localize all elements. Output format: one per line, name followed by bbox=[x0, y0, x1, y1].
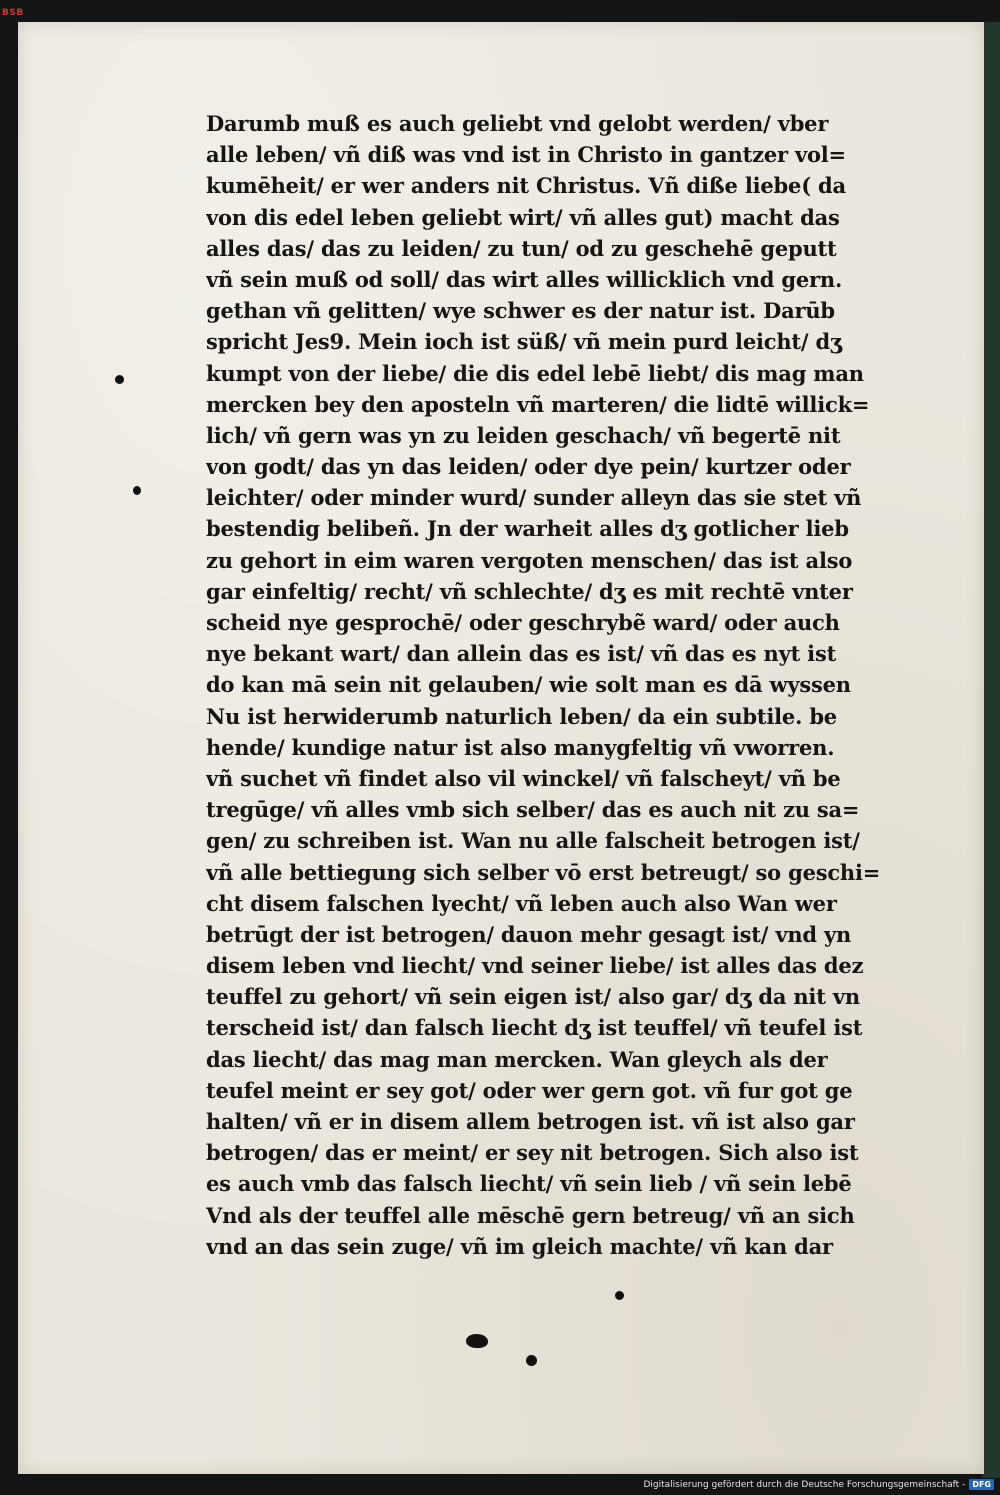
text-line: kumēheit/ er wer anders nit Christus. Vñ diße liebe( da bbox=[206, 173, 846, 199]
ink-spot bbox=[466, 1334, 488, 1348]
text-line: leichter/ oder minder wurd/ sunder alleyn das sie stet vñ bbox=[206, 485, 862, 511]
footer bbox=[643, 1479, 994, 1490]
text-line: von godt/ das yn das leiden/ oder dye pein/ kurtzer oder bbox=[206, 454, 851, 480]
dfg-logo: DFG bbox=[969, 1479, 994, 1490]
text-line: das liecht/ das mag man mercken. Wan gleych als der bbox=[206, 1046, 828, 1072]
ink-spot bbox=[615, 1291, 624, 1300]
text-line: gethan vñ gelitten/ wye schwer es der natur ist. Darūb bbox=[206, 298, 835, 324]
text-line: alles das/ das zu leiden/ zu tun/ od zu geschehē geputt bbox=[206, 235, 837, 261]
text-line: lich/ vñ gern was yn zu leiden geschach/ vñ begertē nit bbox=[206, 422, 841, 448]
text-line: es auch vmb das falsch liecht/ vñ sein lieb / vñ sein lebē bbox=[206, 1171, 852, 1197]
text-line: kumpt von der liebe/ die dis edel lebē liebt/ dis mag man bbox=[206, 360, 864, 386]
text-line: vnd an das sein zuge/ vñ im gleich machte/ vñ kan dar bbox=[206, 1233, 833, 1259]
text-line: zu gehort in eim waren vergoten menschen/ das ist also bbox=[206, 547, 853, 573]
text-line: scheid nye gesprochē/ oder geschrybẽ ward/ oder auch bbox=[206, 610, 840, 635]
text-line: mercken bey den aposteln vñ marteren/ die lidtē willick= bbox=[206, 391, 870, 417]
text-line: vñ suchet vñ findet also vil winckel/ vñ falscheyt/ vñ be bbox=[206, 765, 841, 791]
ink-spot bbox=[526, 1355, 537, 1366]
text-line: teufel meint er sey got/ oder wer gern got. vñ fur got ge bbox=[206, 1077, 853, 1103]
text-line: disem leben vnd liecht/ vnd seiner liebe/ ist alles das dez bbox=[206, 953, 864, 979]
text-line: halten/ vñ er in disem allem betrogen ist. vñ ist also gar bbox=[206, 1109, 855, 1134]
book-page bbox=[18, 22, 984, 1474]
text-line: von dis edel leben geliebt wirt/ vñ alles gut) macht das bbox=[206, 204, 840, 230]
library-mark: BSB bbox=[2, 8, 24, 18]
text-block bbox=[206, 108, 906, 1262]
footer-text: Digitalisierung gefördert durch die Deutsche Forschungsgemeinschaft - bbox=[643, 1479, 966, 1490]
text-line: Vnd als der teuffel alle mēschē gern betreug/ vñ an sich bbox=[206, 1202, 855, 1228]
text-line: hende/ kundige natur ist also manygfeltig vñ vworren. bbox=[206, 734, 835, 760]
text-line: spricht Jes9. Mein ioch ist süß/ vñ mein purd leicht/ dʒ bbox=[206, 329, 842, 355]
book-edge bbox=[982, 22, 1000, 1478]
text-line: bestendig belibeñ. Jn der warheit alles dʒ gotlicher lieb bbox=[206, 516, 849, 542]
text-line: tregūge/ vñ alles vmb sich selber/ das es auch nit zu sa= bbox=[206, 797, 860, 823]
ink-spot bbox=[115, 375, 124, 384]
text-line: nye bekant wart/ dan allein das es ist/ vñ das es nyt ist bbox=[206, 641, 837, 667]
text-line: do kan mā sein nit gelauben/ wie solt man es dā wyssen bbox=[206, 672, 851, 698]
text-line: Nu ist herwiderumb naturlich leben/ da ein subtile. be bbox=[206, 703, 837, 729]
text-line: cht disem falschen lyecht/ vñ leben auch also Wan wer bbox=[206, 890, 837, 916]
text-line: betrogen/ das er meint/ er sey nit betrogen. Sich also ist bbox=[206, 1140, 859, 1166]
text-line: vñ sein muß od soll/ das wirt alles willicklich vnd gern. bbox=[206, 266, 843, 292]
text-line: betrūgt der ist betrogen/ dauon mehr gesagt ist/ vnd yn bbox=[206, 921, 852, 947]
text-line: Darumb muß es auch geliebt vnd gelobt werden/ vber bbox=[206, 111, 829, 136]
text-line: gar einfeltig/ recht/ vñ schlechte/ dʒ es mit rechtē vnter bbox=[206, 578, 853, 604]
text-line: vñ alle bettiegung sich selber vō erst betreugt/ so geschi= bbox=[206, 859, 881, 885]
text-line: teuffel zu gehort/ vñ sein eigen ist/ also gar/ dʒ da nit vn bbox=[206, 984, 860, 1010]
ink-spot bbox=[133, 486, 141, 495]
text-line: terscheid ist/ dan falsch liecht dʒ ist teuffel/ vñ teufel ist bbox=[206, 1015, 863, 1041]
text-line: gen/ zu schreiben ist. Wan nu alle falscheit betrogen ist/ bbox=[206, 828, 860, 854]
text-line: alle leben/ vñ diß was vnd ist in Christo in gantzer vol= bbox=[206, 142, 846, 168]
